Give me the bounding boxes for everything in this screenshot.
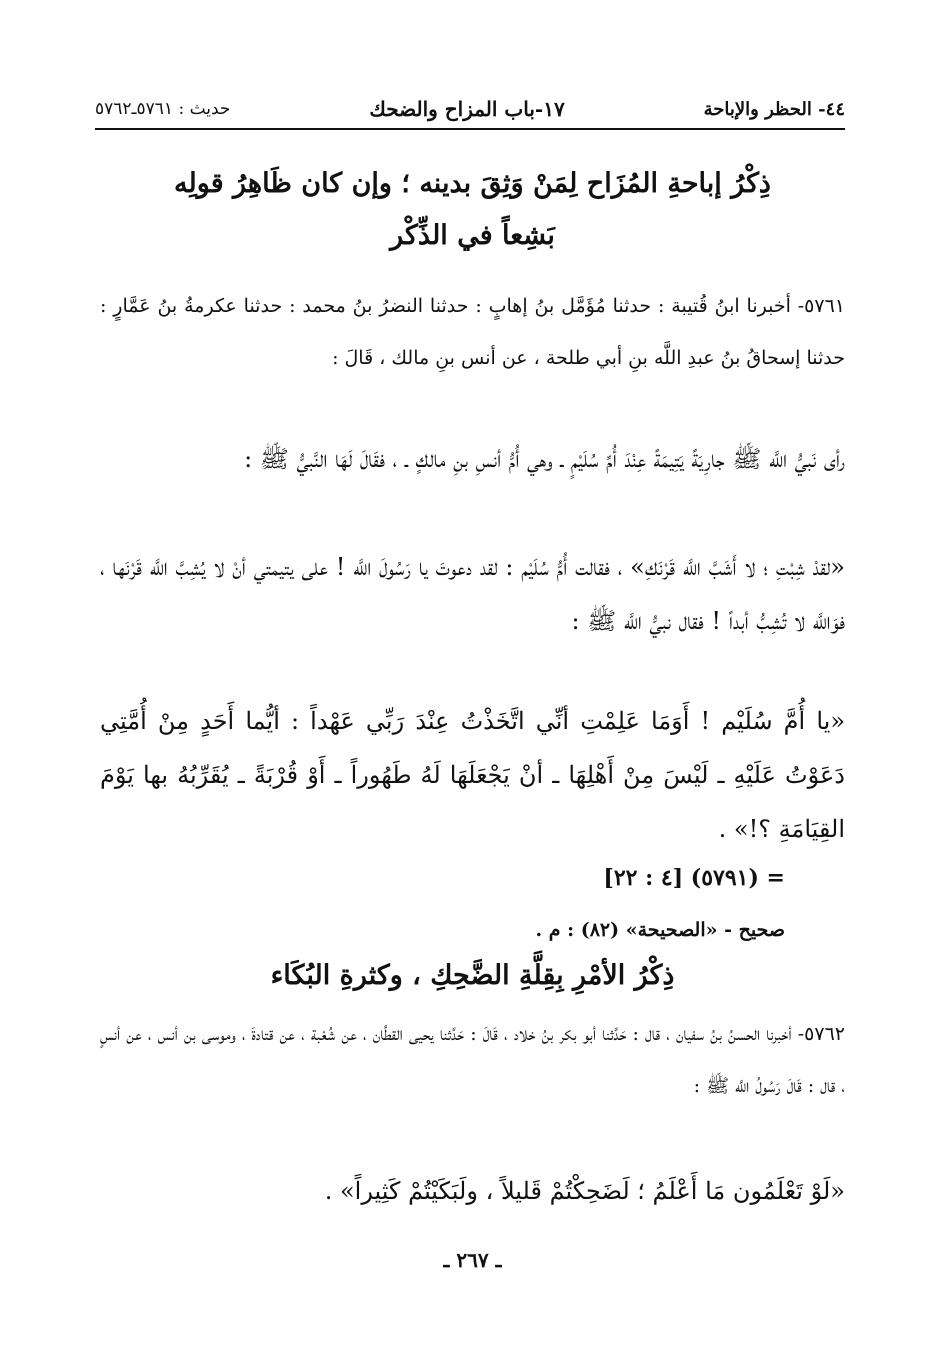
heading-line-1: ذِكْرُ إباحةِ المُزَاح لِمَنْ وَثِقَ بدينه ؛ وإن كان ظَاهِرُ قولِه (174, 168, 771, 199)
hadith-5761-matn-3: «يا أُمَّ سُلَيْم ! أَوَمَا عَلِمْتِ أنِّي اتَّخَذْتُ عِنْدَ رَبِّي عَهْداً : أيُّما أَحَدٍ مِنْ أُمَّتِي دَعَوْتُ عَلَيْهِ ـ لَيْسَ مِنْ أَهْلِهَا ـ أنْ يَجْعَلَهَا لَهُ طَهُوراً ـ أَوْ قُرْبَةً ـ يُقَرِّبُهُ بها يَوْمَ القِيَامَةِ ؟!» . (100, 707, 846, 843)
running-header (95, 94, 845, 124)
chapter-heading-1 (100, 158, 845, 262)
hadith-5761-matn-1: رأى نَبيُّ اللَّه ﷺ جارِيَةً يَتِيمَةً عِنْدَ أُمِّ سُلَيْمٍ ـ وهي أُمُّ أنسِ بنِ مالكٍ ـ ، فقَالَ لَهَا النَّبيُّ ﷺ : (244, 445, 845, 473)
hadith-5761-matn-2: «لقدْ شِبْتِ ؛ لا أَشَبَّ اللَّه قَرْنَكِ» ، فقالت أُمُّ سُلَيْم : لقد دعوتَ يا رَسُولَ اللَّه ! على يتيمتي أنْ لا يُشِبَّ اللَّه قَرْنَها ، فوَاللَّه لا تُشِبُّ أبداً ! فقال نبيُّ اللَّه ﷺ : (100, 553, 845, 635)
hadith-range: حديث : ٥٧٦١ـ٥٧٦٢ (95, 99, 231, 119)
hadith-grade: صحيح - «الصحيحة» (٨٢) : م . (535, 919, 785, 941)
chapter-title: ٤٤- الحظر والإباحة (703, 98, 845, 120)
heading-line-2: بَشِعاً في الذِّكْر (390, 220, 555, 251)
header-divider (95, 128, 845, 130)
hadith-5762-isnad: ٥٧٦٢- أخبرنا الحسنُ بنُ سفيان ، قال : حَدَّثنا أبو بكر بنُ خلاد ، قَالَ : حَدَّثنا يحيى القطَّان ، عن شُعْبة ، عن قتادةَ ، وموسى بن أنس ، عن أنسٍ ، قال : قَالَ رَسُولُ اللَّه ﷺ : (100, 1023, 845, 1097)
cross-reference: = (٥٧٩١) [٤ : ٢٢] (603, 865, 785, 891)
chapter-heading-2: ذِكْرُ الأمْرِ بِقِلَّةِ الضَّحِكِ ، وكثرةِ البُكَاء (270, 960, 675, 991)
page-number: ـ ٢٦٧ ـ (443, 1248, 502, 1272)
hadith-5762-matn: «لَوْ تَعْلَمُون مَا أَعْلَمُ ؛ لَضَحِكْتُمْ قَليلاً ، ولَبَكَيْتُمْ كَثِيراً» . (324, 1177, 845, 1205)
hadith-5761-isnad: ٥٧٦١- أخبرنا ابنُ قُتيبة : حدثنا مُؤَمَّل بنُ إهابٍ : حدثنا النضرُ بنُ محمد : حدثنا عكرمةُ بنُ عَمَّارٍ : حدثنا إسحاقُ بنُ عبدِ اللَّه بنِ أبي طلحة ، عن أنس بنِ مالك ، قَالَ : (100, 295, 845, 369)
section-title: ١٧-باب المزاح والضحك (369, 97, 565, 121)
